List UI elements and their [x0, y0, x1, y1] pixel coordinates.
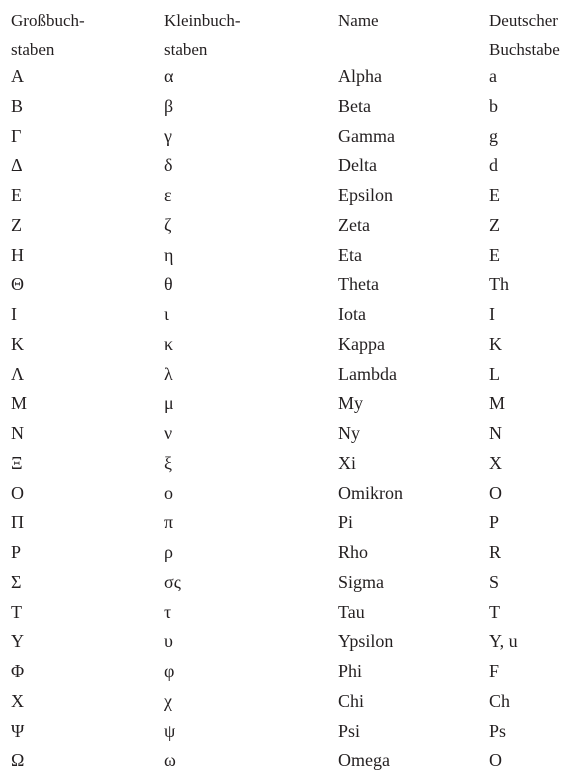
german-letter-cell: O	[489, 750, 502, 771]
uppercase-cell: Ρ	[11, 542, 22, 562]
name-cell: Omikron	[338, 482, 403, 503]
table-row	[0, 627, 581, 657]
german-letter-cell: b	[489, 95, 498, 116]
table-row	[0, 746, 581, 776]
lowercase-cell: υ	[164, 631, 173, 652]
name-cell: Alpha	[338, 66, 382, 86]
name-cell: Rho	[338, 542, 369, 562]
table-header-row	[0, 0, 581, 62]
lowercase-cell: τ	[164, 601, 172, 622]
table-row	[0, 389, 581, 419]
uppercase-cell: Δ	[11, 155, 23, 176]
uppercase-cell: Φ	[11, 661, 25, 681]
uppercase-cell: Γ	[11, 125, 22, 146]
uppercase-cell: Ε	[11, 185, 22, 205]
name-cell: Eta	[338, 244, 362, 265]
german-letter-cell: Y, u	[489, 631, 518, 652]
german-letter-cell: Ch	[489, 690, 511, 711]
table-row	[0, 538, 581, 568]
table-body	[0, 62, 581, 776]
header-uppercase: Großbuch- staben	[11, 11, 85, 59]
uppercase-cell: Τ	[11, 601, 22, 622]
lowercase-cell: η	[164, 244, 174, 265]
uppercase-cell: Σ	[11, 571, 22, 592]
uppercase-cell: Ζ	[11, 214, 22, 235]
table-row	[0, 479, 581, 509]
name-cell: Tau	[338, 601, 365, 622]
name-cell: Sigma	[338, 571, 385, 592]
lowercase-cell: φ	[164, 661, 175, 681]
lowercase-cell: γ	[164, 125, 172, 146]
table-row	[0, 92, 581, 122]
german-letter-cell: X	[489, 452, 502, 473]
table-row	[0, 657, 581, 687]
uppercase-cell: Ω	[11, 750, 25, 771]
uppercase-cell: Χ	[11, 690, 24, 711]
name-cell: Chi	[338, 690, 365, 711]
lowercase-cell: ψ	[164, 720, 176, 741]
uppercase-cell: Η	[11, 244, 24, 265]
table-row	[0, 449, 581, 479]
german-letter-cell: Th	[489, 274, 509, 295]
name-cell: My	[338, 393, 364, 414]
uppercase-cell: Κ	[11, 333, 24, 354]
name-cell: Kappa	[338, 333, 385, 354]
lowercase-cell: χ	[164, 690, 172, 711]
german-letter-cell: Ps	[489, 720, 507, 741]
german-letter-cell: O	[489, 482, 502, 503]
lowercase-cell: σς	[164, 571, 181, 592]
german-letter-cell: M	[489, 393, 506, 414]
lowercase-cell: κ	[164, 333, 174, 354]
table-row	[0, 241, 581, 271]
lowercase-cell: π	[164, 512, 174, 533]
table-row	[0, 360, 581, 390]
table-row	[0, 122, 581, 152]
uppercase-cell: Ο	[11, 482, 24, 503]
header-name: Name	[338, 11, 379, 30]
lowercase-cell: θ	[164, 274, 173, 295]
german-letter-cell: g	[489, 125, 498, 146]
table-row	[0, 687, 581, 717]
name-cell: Theta	[338, 274, 379, 295]
table-row	[0, 181, 581, 211]
uppercase-cell: Υ	[11, 631, 24, 652]
name-cell: Pi	[338, 512, 354, 533]
uppercase-cell: Β	[11, 95, 24, 116]
header-german-letter: Deutscher Buchstabe	[489, 11, 560, 59]
lowercase-cell: α	[164, 66, 174, 86]
lowercase-cell: β	[164, 95, 174, 116]
german-letter-cell: R	[489, 542, 502, 562]
name-cell: Iota	[338, 304, 366, 324]
lowercase-cell: ο	[164, 482, 173, 503]
table-row	[0, 568, 581, 598]
name-cell: Delta	[338, 155, 377, 176]
table-row	[0, 508, 581, 538]
german-letter-cell: T	[489, 601, 500, 622]
name-cell: Phi	[338, 661, 363, 681]
lowercase-cell: μ	[164, 393, 174, 414]
table-row	[0, 300, 581, 330]
german-letter-cell: L	[489, 363, 500, 384]
table-row	[0, 62, 581, 92]
name-cell: Beta	[338, 95, 371, 116]
uppercase-cell: Θ	[11, 274, 24, 295]
lowercase-cell: δ	[164, 155, 173, 176]
name-cell: Xi	[338, 452, 356, 473]
lowercase-cell: ι	[164, 304, 169, 324]
table-row	[0, 270, 581, 300]
uppercase-cell: Λ	[11, 363, 25, 384]
lowercase-cell: λ	[164, 363, 173, 384]
table-row	[0, 598, 581, 628]
header-lowercase: Kleinbuch- staben	[164, 11, 241, 59]
lowercase-cell: ξ	[164, 452, 173, 473]
table-row	[0, 330, 581, 360]
lowercase-cell: ρ	[164, 542, 173, 562]
lowercase-cell: ω	[164, 750, 176, 771]
german-letter-cell: K	[489, 333, 502, 354]
name-cell: Ypsilon	[338, 631, 394, 652]
name-cell: Lambda	[338, 363, 397, 384]
german-letter-cell: Z	[489, 214, 500, 235]
german-letter-cell: I	[489, 304, 495, 324]
german-letter-cell: d	[489, 155, 498, 176]
uppercase-cell: Ι	[11, 304, 17, 324]
table-row	[0, 211, 581, 241]
uppercase-cell: Ξ	[11, 452, 23, 473]
german-letter-cell: P	[489, 512, 500, 533]
uppercase-cell: Ν	[11, 423, 24, 443]
german-letter-cell: a	[489, 66, 497, 86]
german-letter-cell: S	[489, 571, 500, 592]
table-row	[0, 717, 581, 747]
name-cell: Zeta	[338, 214, 370, 235]
german-letter-cell: F	[489, 661, 500, 681]
name-cell: Omega	[338, 750, 390, 771]
uppercase-cell: Μ	[11, 393, 28, 414]
table-row	[0, 151, 581, 181]
name-cell: Epsilon	[338, 185, 394, 205]
german-letter-cell: E	[489, 185, 500, 205]
name-cell: Psi	[338, 720, 361, 741]
lowercase-cell: ε	[164, 185, 172, 205]
german-letter-cell: E	[489, 244, 500, 265]
uppercase-cell: Ψ	[11, 720, 25, 741]
name-cell: Ny	[338, 423, 360, 443]
uppercase-cell: Π	[11, 512, 24, 533]
lowercase-cell: ν	[164, 423, 173, 443]
lowercase-cell: ζ	[164, 214, 172, 235]
name-cell: Gamma	[338, 125, 395, 146]
german-letter-cell: N	[489, 423, 502, 443]
uppercase-cell: Α	[11, 66, 24, 86]
table-row	[0, 419, 581, 449]
